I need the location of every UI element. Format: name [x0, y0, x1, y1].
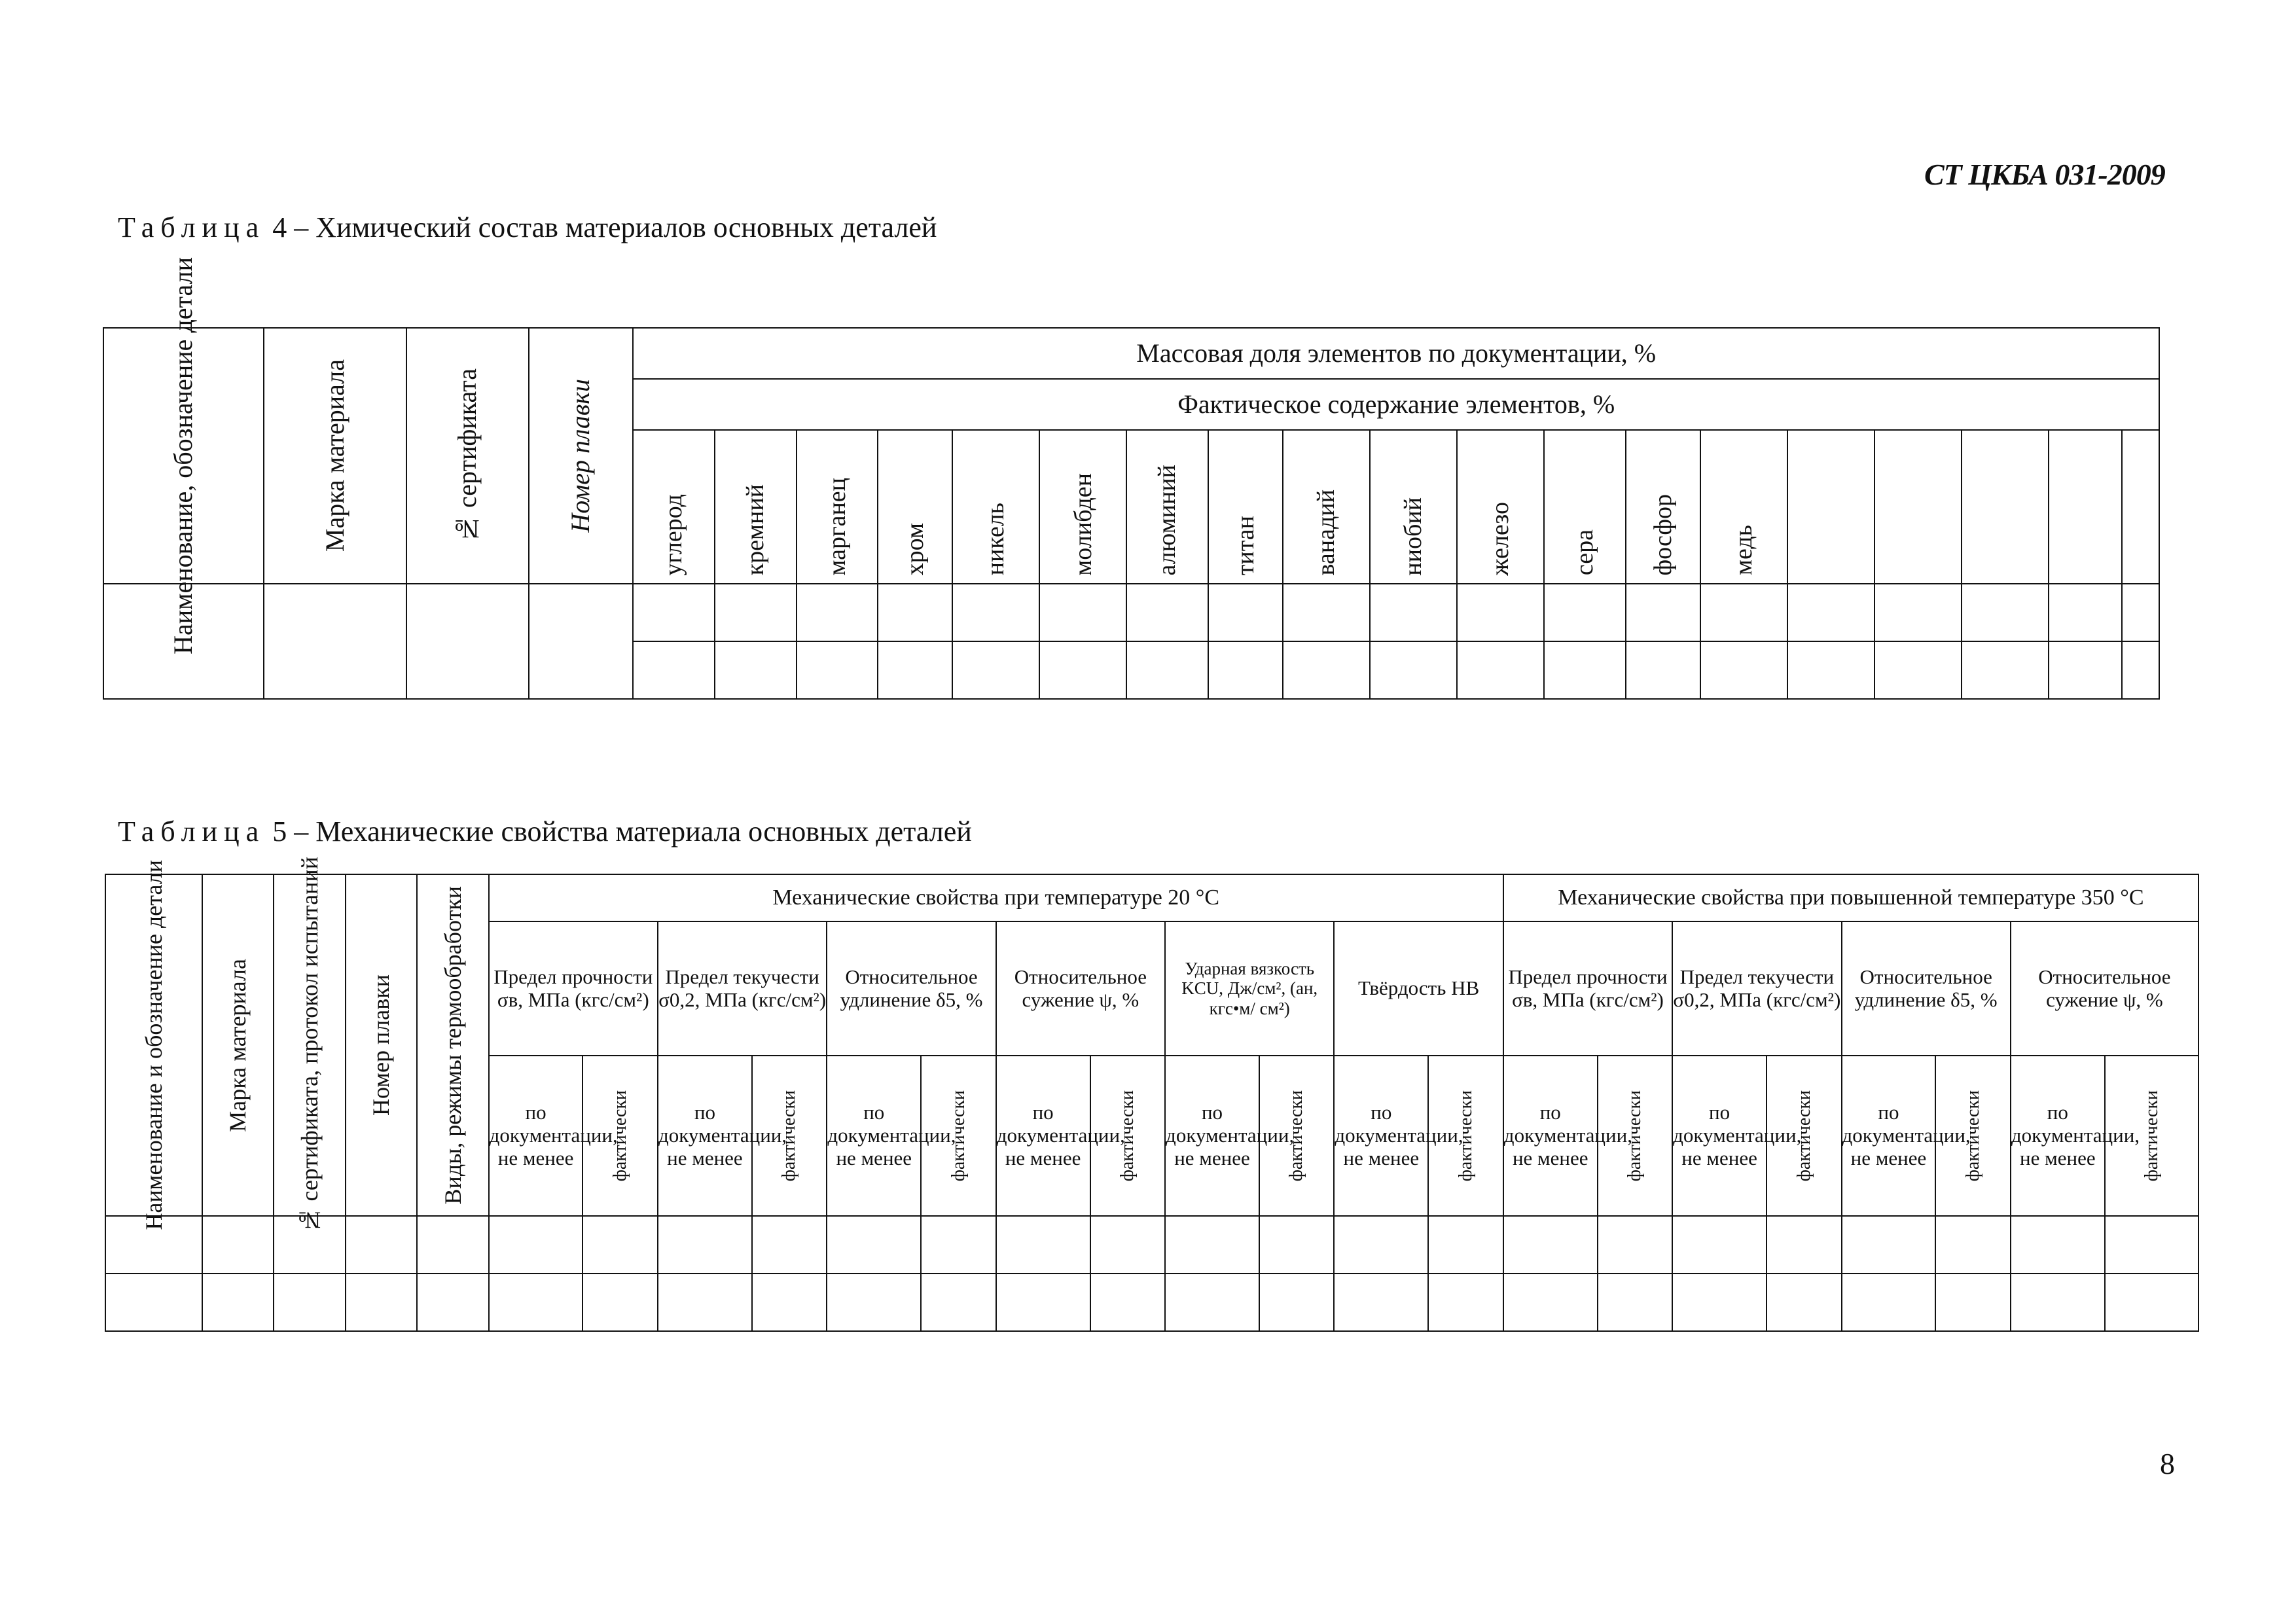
t5-cell[interactable]: [921, 1216, 996, 1274]
t4-cell[interactable]: [406, 584, 528, 699]
t5-by-doc: по документации, не менее: [827, 1056, 921, 1216]
t5-actual: фактически: [2105, 1056, 2198, 1216]
t4-cell[interactable]: [2049, 584, 2122, 641]
t4-header-cert: № сертификата: [406, 328, 528, 584]
t4-cell[interactable]: [633, 641, 715, 699]
t5-cell[interactable]: [827, 1216, 921, 1274]
t5-cell[interactable]: [583, 1216, 657, 1274]
t5-cell[interactable]: [752, 1274, 827, 1331]
t4-element-empty: [2049, 430, 2122, 584]
t4-element: молибден: [1039, 430, 1126, 584]
t5-reduction-20: Относительное сужение ψ, %: [996, 921, 1165, 1056]
t4-cell[interactable]: [1787, 584, 1874, 641]
t5-cell[interactable]: [1334, 1274, 1428, 1331]
t5-cell[interactable]: [2105, 1216, 2198, 1274]
t5-cell[interactable]: [489, 1216, 583, 1274]
t5-cell[interactable]: [1935, 1274, 2010, 1331]
t5-by-doc: по документации, не менее: [1842, 1056, 1936, 1216]
t5-cell[interactable]: [752, 1216, 827, 1274]
t4-cell[interactable]: [715, 584, 797, 641]
t5-cell[interactable]: [1672, 1274, 1767, 1331]
t5-cell[interactable]: [996, 1274, 1090, 1331]
t4-cell[interactable]: [1544, 641, 1626, 699]
t5-cell[interactable]: [417, 1216, 488, 1274]
t5-cell[interactable]: [827, 1274, 921, 1331]
t5-yield-20: Предел текучести σ0,2, МПа (кгс/см²): [658, 921, 827, 1056]
t4-element: титан: [1208, 430, 1283, 584]
t4-cell[interactable]: [1457, 641, 1544, 699]
t5-actual: фактически: [921, 1056, 996, 1216]
t5-cell[interactable]: [658, 1216, 752, 1274]
t5-tensile-20: Предел прочности σв, МПа (кгс/см²): [489, 921, 658, 1056]
t5-cell[interactable]: [1428, 1216, 1503, 1274]
t5-cell[interactable]: [1842, 1274, 1936, 1331]
t5-cell[interactable]: [583, 1274, 657, 1331]
t5-cell[interactable]: [346, 1274, 417, 1331]
t4-cell[interactable]: [797, 584, 878, 641]
t4-cell[interactable]: [878, 584, 952, 641]
t5-cell[interactable]: [105, 1274, 202, 1331]
t4-cell[interactable]: [1283, 641, 1370, 699]
t5-cell[interactable]: [1767, 1274, 1841, 1331]
t4-element: железо: [1457, 430, 1544, 584]
t5-cell[interactable]: [2011, 1216, 2105, 1274]
t5-cell[interactable]: [274, 1274, 345, 1331]
t5-actual: фактически: [1598, 1056, 1672, 1216]
t5-cell[interactable]: [1598, 1274, 1672, 1331]
t4-cell[interactable]: [1787, 641, 1874, 699]
t4-cell[interactable]: [2122, 584, 2159, 641]
t4-element: ванадий: [1283, 430, 1370, 584]
t4-element: ниобий: [1370, 430, 1457, 584]
t4-cell[interactable]: [952, 584, 1039, 641]
t5-header-cert: № сертификата, протокол испытаний: [274, 874, 345, 1216]
t4-cell[interactable]: [1283, 584, 1370, 641]
t5-cell[interactable]: [1428, 1274, 1503, 1331]
t5-tensile-350: Предел прочности σв, МПа (кгс/см²): [1503, 921, 1672, 1056]
t5-cell[interactable]: [1259, 1216, 1334, 1274]
t5-group-350c: Механические свойства при повышенной температуре 350 °С: [1503, 874, 2198, 921]
t5-cell[interactable]: [921, 1274, 996, 1331]
t5-by-doc: по документации, не менее: [1334, 1056, 1428, 1216]
t4-header-name: Наименование, обозначение детали: [103, 328, 264, 584]
t4-cell[interactable]: [1962, 641, 2049, 699]
t5-cell[interactable]: [1598, 1216, 1672, 1274]
t4-element: марганец: [797, 430, 878, 584]
t5-cell[interactable]: [1672, 1216, 1767, 1274]
t5-by-doc: по документации, не менее: [1672, 1056, 1767, 1216]
t5-elongation-350: Относительное удлинение δ5, %: [1842, 921, 2011, 1056]
t4-cell[interactable]: [1626, 641, 1700, 699]
t5-elongation-20: Относительное удлинение δ5, %: [827, 921, 996, 1056]
document-code: СТ ЦКБА 031-2009: [1924, 158, 2165, 191]
t5-actual: фактически: [752, 1056, 827, 1216]
t5-actual: фактически: [1259, 1056, 1334, 1216]
t5-header-heat: Номер плавки: [346, 874, 417, 1216]
t4-cell[interactable]: [1039, 584, 1126, 641]
t5-cell[interactable]: [1090, 1274, 1165, 1331]
t5-header-heat-treatment: Виды, режимы термообработки: [417, 874, 488, 1216]
t4-group-doc: Массовая доля элементов по документации, %: [633, 328, 2159, 379]
t4-cell[interactable]: [1544, 584, 1626, 641]
t5-actual: фактически: [1935, 1056, 2010, 1216]
t5-cell[interactable]: [1503, 1274, 1598, 1331]
t5-yield-350: Предел текучести σ0,2, МПа (кгс/см²): [1672, 921, 1841, 1056]
t5-actual: фактически: [583, 1056, 657, 1216]
t4-cell[interactable]: [264, 584, 406, 699]
t5-by-doc: по документации, не менее: [489, 1056, 583, 1216]
t4-element-empty: [1787, 430, 1874, 584]
t5-hardness-20: Твёрдость НВ: [1334, 921, 1503, 1056]
t5-actual: фактически: [1090, 1056, 1165, 1216]
t5-cell[interactable]: [417, 1274, 488, 1331]
t5-cell[interactable]: [489, 1274, 583, 1331]
table5-caption-text: 5 – Механические свойства материала основных деталей: [265, 815, 972, 847]
t4-group-actual: Фактическое содержание элементов, %: [633, 379, 2159, 430]
t5-by-doc: по документации, не менее: [1503, 1056, 1598, 1216]
t5-cell[interactable]: [2105, 1274, 2198, 1331]
t4-cell[interactable]: [633, 584, 715, 641]
t5-by-doc: по документации, не менее: [996, 1056, 1090, 1216]
t4-element: углерод: [633, 430, 715, 584]
t5-impact-20: Ударная вязкость KCU, Дж/см², (ан, кгс•м/ см²): [1165, 921, 1334, 1056]
table5-caption-prefix: Таблица: [118, 815, 266, 847]
t5-cell[interactable]: [1503, 1216, 1598, 1274]
mechanical-properties-table: [105, 857, 2199, 1332]
t4-cell[interactable]: [2122, 641, 2159, 699]
t4-cell[interactable]: [1370, 584, 1457, 641]
t4-cell[interactable]: [529, 584, 634, 699]
t4-cell[interactable]: [797, 641, 878, 699]
t4-element-empty: [1962, 430, 2049, 584]
t4-cell[interactable]: [952, 641, 1039, 699]
t5-cell[interactable]: [1842, 1216, 1936, 1274]
chemical-composition-table: [103, 257, 2160, 700]
t5-cell[interactable]: [1767, 1216, 1841, 1274]
t5-cell[interactable]: [202, 1216, 274, 1274]
t4-cell[interactable]: [1039, 641, 1126, 699]
t5-cell[interactable]: [1935, 1216, 2010, 1274]
t4-cell[interactable]: [878, 641, 952, 699]
t5-cell[interactable]: [1334, 1216, 1428, 1274]
t5-cell[interactable]: [996, 1216, 1090, 1274]
t4-cell[interactable]: [1126, 584, 1208, 641]
t5-cell[interactable]: [1165, 1274, 1259, 1331]
t5-header-name: Наименование и обозначение детали: [105, 874, 202, 1216]
t5-by-doc: по документации, не менее: [2011, 1056, 2105, 1216]
t4-element-empty: [1874, 430, 1962, 584]
t4-element: кремний: [715, 430, 797, 584]
t4-element: хром: [878, 430, 952, 584]
t4-cell[interactable]: [1700, 641, 1787, 699]
t5-cell[interactable]: [202, 1274, 274, 1331]
table4-caption: [118, 211, 937, 244]
t4-cell[interactable]: [1962, 584, 2049, 641]
t4-cell[interactable]: [715, 641, 797, 699]
t5-header-grade: Марка материала: [202, 874, 274, 1216]
t4-element: фосфор: [1626, 430, 1700, 584]
t5-actual: фактически: [1767, 1056, 1841, 1216]
t5-reduction-350: Относительное сужение ψ, %: [2011, 921, 2198, 1056]
t4-cell[interactable]: [1208, 584, 1283, 641]
t4-cell[interactable]: [1126, 641, 1208, 699]
t4-cell[interactable]: [1874, 641, 1962, 699]
t5-cell[interactable]: [658, 1274, 752, 1331]
t4-data-row: [103, 584, 2159, 641]
t5-cell[interactable]: [2011, 1274, 2105, 1331]
t4-cell[interactable]: [1626, 584, 1700, 641]
t4-header-grade: Марка материала: [264, 328, 406, 584]
t5-cell[interactable]: [1259, 1274, 1334, 1331]
t5-cell[interactable]: [346, 1216, 417, 1274]
table4-caption-prefix: Таблица: [118, 211, 266, 243]
t4-cell[interactable]: [1370, 641, 1457, 699]
t4-cell[interactable]: [2049, 641, 2122, 699]
t4-cell[interactable]: [1457, 584, 1544, 641]
t5-data-row: [105, 1216, 2198, 1274]
table4-caption-text: 4 – Химический состав материалов основных деталей: [265, 211, 937, 243]
t5-cell[interactable]: [1090, 1216, 1165, 1274]
t5-data-row: [105, 1274, 2198, 1331]
t4-cell[interactable]: [1208, 641, 1283, 699]
t5-by-doc: по документации, не менее: [658, 1056, 752, 1216]
t4-element: никель: [952, 430, 1039, 584]
t5-cell[interactable]: [1165, 1216, 1259, 1274]
page-number: 8: [2160, 1447, 2175, 1480]
t4-cell[interactable]: [1874, 584, 1962, 641]
t4-header-heat: Номер плавки: [529, 328, 634, 584]
t5-actual: фактически: [1428, 1056, 1503, 1216]
t4-element: медь: [1700, 430, 1787, 584]
t4-element: алюминий: [1126, 430, 1208, 584]
t4-cell[interactable]: [1700, 584, 1787, 641]
t5-group-20c: Механические свойства при температуре 20 °С: [489, 874, 1503, 921]
t5-by-doc: по документации, не менее: [1165, 1056, 1259, 1216]
t4-element: сера: [1544, 430, 1626, 584]
t4-element-empty: [2122, 430, 2159, 584]
table5-caption: [118, 815, 972, 848]
